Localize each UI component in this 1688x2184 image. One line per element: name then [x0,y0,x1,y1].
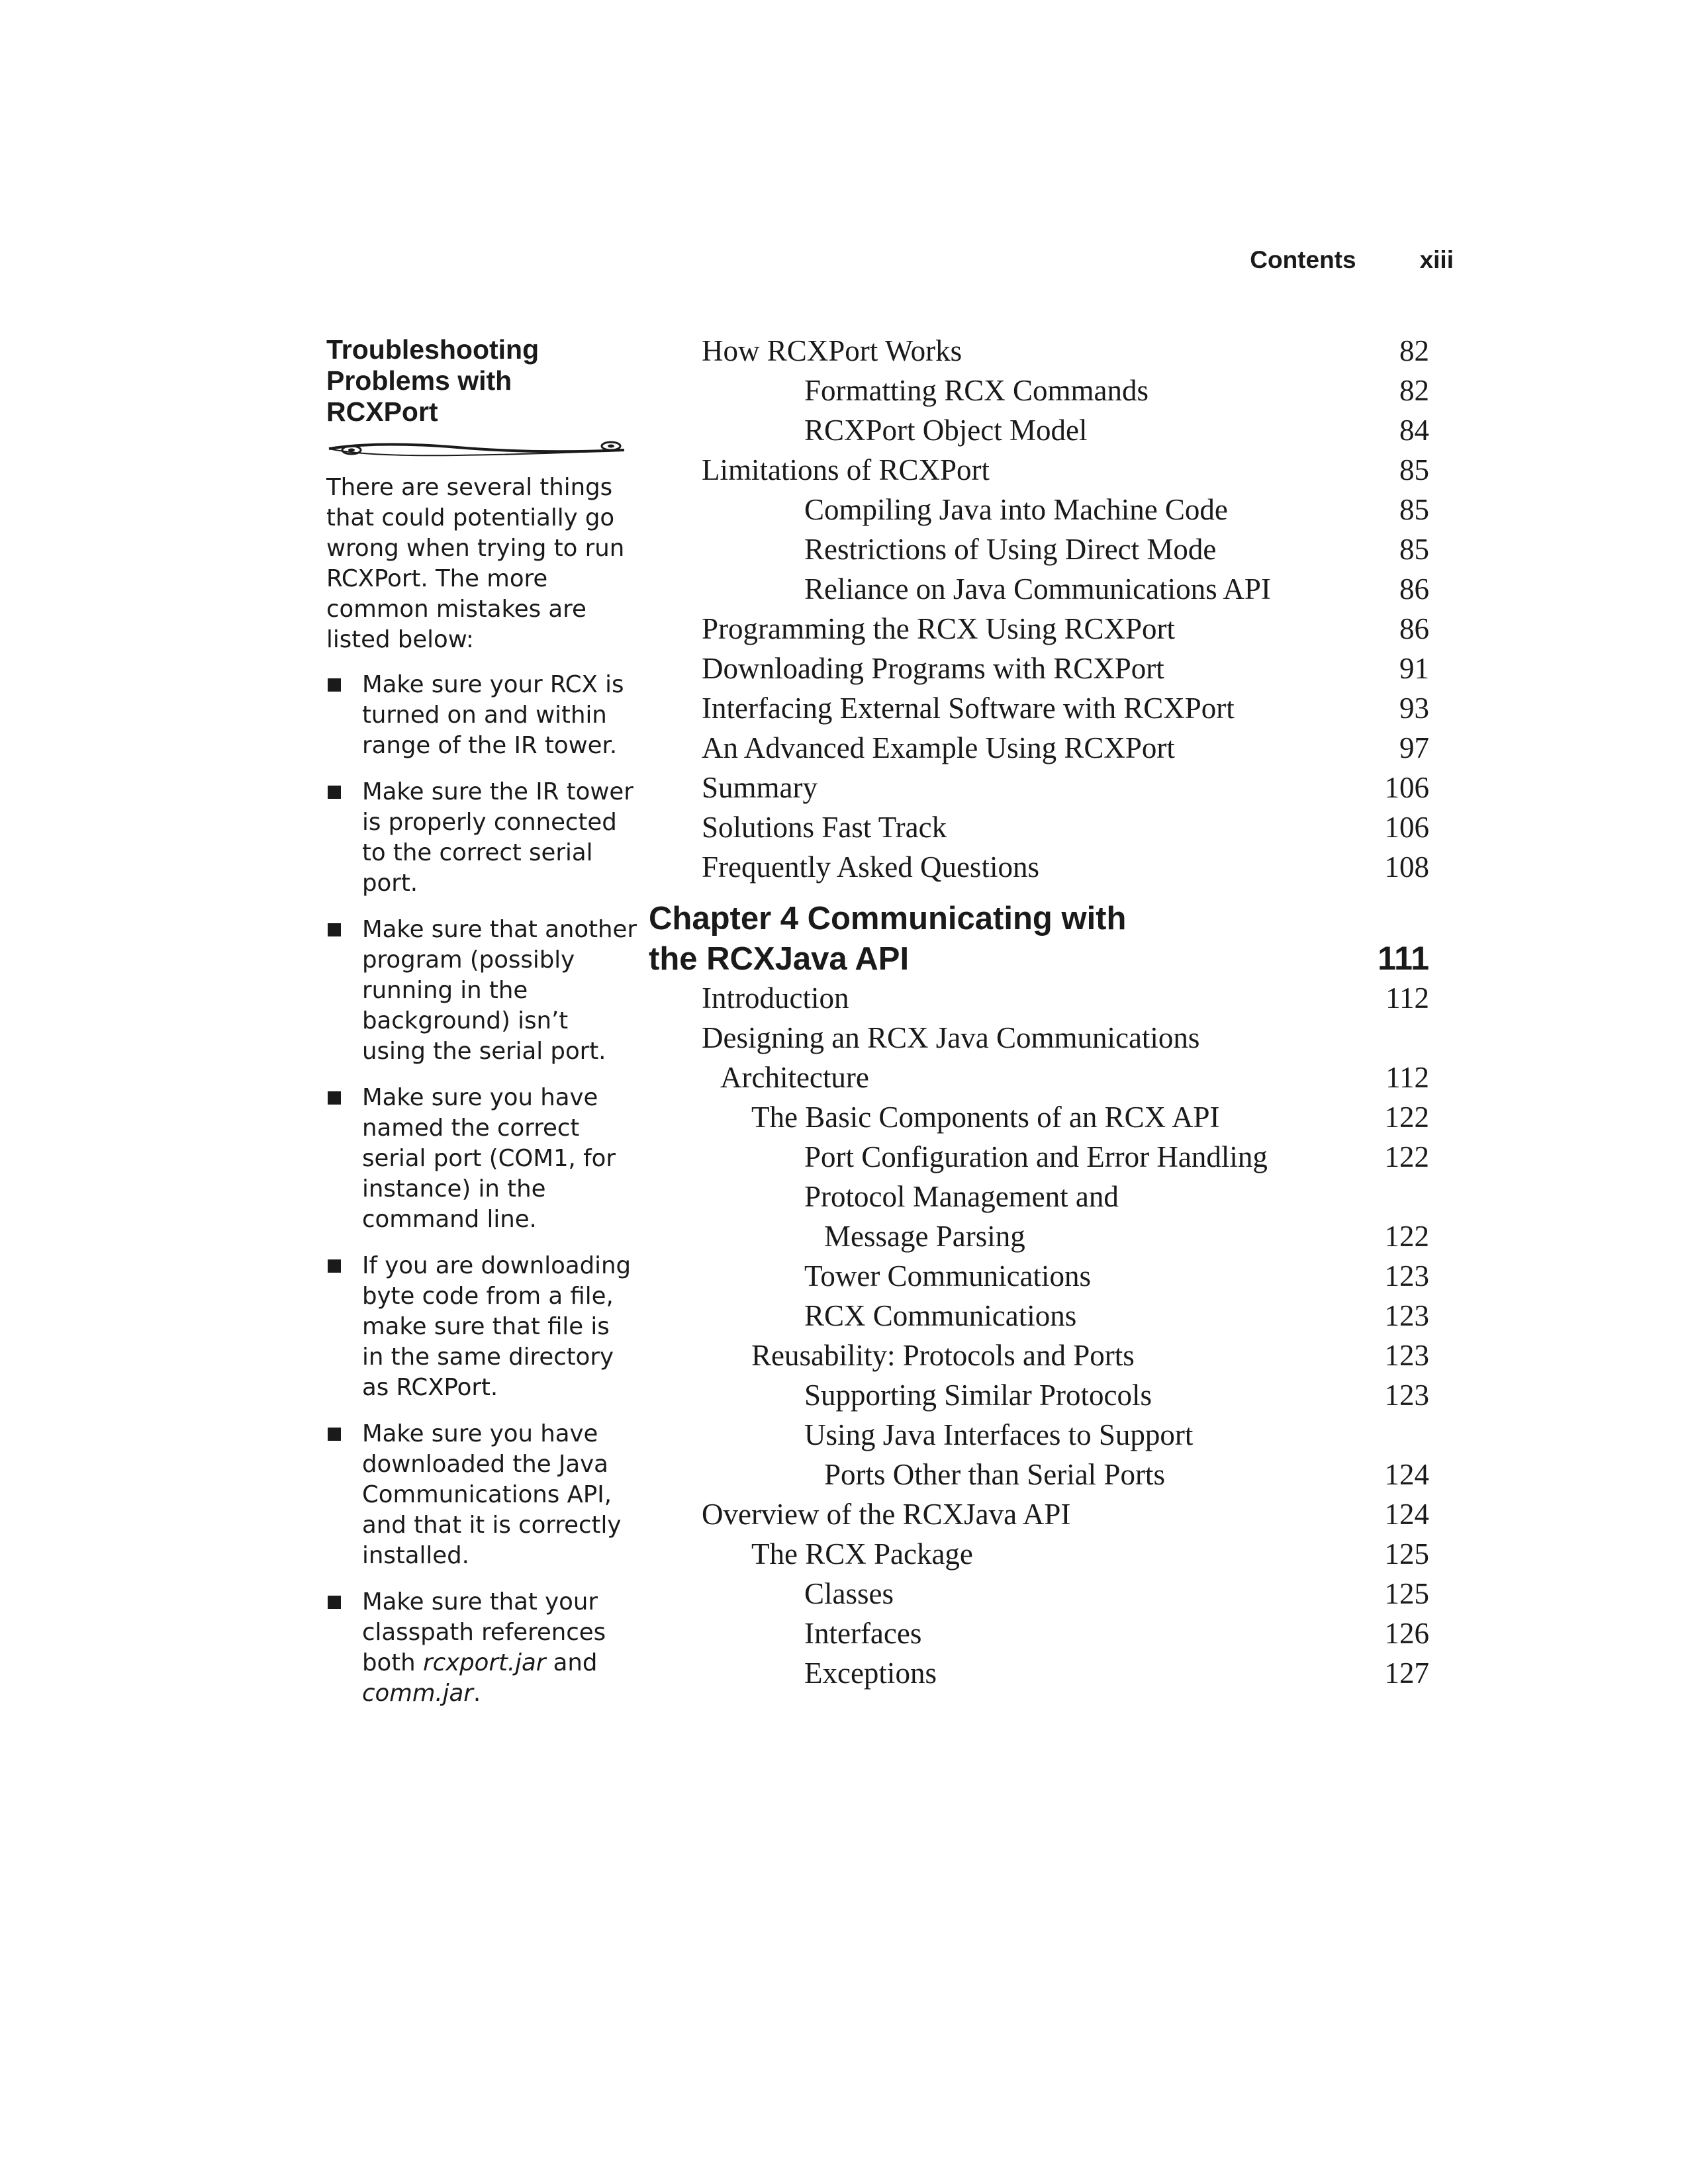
sidebar-title-line: RCXPort [326,396,438,427]
toc-entry-page: 112 [1385,1061,1429,1094]
swirl-divider-icon [325,435,636,462]
list-item [326,1587,637,1709]
toc-entry-page: 84 [1399,414,1429,447]
header-section-title: Contents [1250,246,1356,273]
toc-entry-title: Restrictions of Using Direct Mode [804,533,1217,566]
toc-entry[interactable] [649,1455,1430,1494]
bullet-text: Make sure the IR tower is properly connected to the correct serial port. [362,778,633,897]
toc-entry[interactable] [649,1415,1430,1455]
toc-entry-title: Reusability: Protocols and Ports [751,1339,1135,1372]
toc-entry-page: 97 [1399,731,1429,764]
toc-entry-title: Downloading Programs with RCXPort [702,652,1164,685]
toc-entry[interactable] [649,1018,1430,1058]
toc-entry-page: 124 [1384,1498,1429,1531]
toc-entry[interactable] [649,1216,1430,1256]
toc-entry[interactable] [649,1614,1430,1653]
toc-entry-title: Exceptions [804,1657,937,1690]
toc-entry-page: 85 [1399,493,1429,526]
sidebar-bullet-list [326,670,637,1709]
bullet-text: Make sure you have downloaded the Java Communications API, and that it is correctly installed. [362,1420,622,1569]
toc-entry-page: 86 [1399,612,1429,645]
toc-entry-page: 123 [1384,1299,1429,1332]
toc-entry[interactable] [649,1137,1430,1177]
list-item [326,670,637,761]
list-item [326,1419,637,1571]
toc-entry-title: Designing an RCX Java Communications [702,1021,1200,1054]
toc-entry[interactable] [649,609,1430,649]
toc-entry-page: 122 [1384,1101,1429,1134]
toc-entry-page: 123 [1384,1259,1429,1293]
toc-entry-page: 93 [1399,692,1429,725]
square-bullet-icon [328,923,341,936]
toc-entry[interactable] [649,649,1430,688]
toc-entry-title: Architecture [720,1061,869,1094]
toc-entry[interactable] [649,768,1430,807]
square-bullet-icon [328,678,341,692]
header-page-number: xiii [1419,246,1454,273]
toc-entry-page: 127 [1384,1657,1429,1690]
chapter-heading[interactable] [649,899,1430,978]
bullet-text-part: Make sure that your classpath references both [362,1588,606,1676]
toc-entry-page: 86 [1399,572,1429,606]
troubleshooting-sidebar [326,334,637,1725]
sidebar-title-line: Problems with [326,365,512,396]
toc-entry-title: Solutions Fast Track [702,811,947,844]
toc-entry-title: Classes [804,1577,894,1610]
table-of-contents [649,331,1430,1693]
toc-entry-title: Interfacing External Software with RCXPort [702,692,1235,725]
toc-entry-title: The Basic Components of an RCX API [751,1101,1220,1134]
toc-entry[interactable] [649,371,1430,410]
toc-entry-title: RCX Communications [804,1299,1077,1332]
toc-entry-title: How RCXPort Works [702,334,962,367]
toc-entry[interactable] [649,1296,1430,1336]
toc-entry[interactable] [649,1097,1430,1137]
square-bullet-icon [328,1091,341,1105]
list-item [326,1083,637,1235]
toc-entry-page: 125 [1384,1537,1429,1570]
toc-entry[interactable] [649,1336,1430,1375]
bullet-text: Make sure that another program (possibly running in the background) isn’t using the serial port. [362,916,637,1065]
sidebar-title-line: Troubleshooting [326,334,539,365]
file-name: comm.jar [362,1680,473,1707]
list-item [326,777,637,899]
sidebar-intro: There are several things that could potentially go wrong when trying to run RCXPort. The more common mistakes are listed below: [326,474,625,653]
toc-entry-page: 122 [1384,1140,1429,1173]
toc-entry[interactable] [649,331,1430,371]
toc-entry-page: 122 [1384,1220,1429,1253]
square-bullet-icon [328,1259,341,1273]
bullet-text: Make sure your RCX is turned on and within range of the IR tower. [362,671,624,759]
toc-entry-title: Overview of the RCXJava API [702,1498,1071,1531]
toc-entry-page: 112 [1385,981,1429,1015]
list-item [326,915,637,1067]
toc-entry-title: Limitations of RCXPort [702,453,990,486]
bullet-text-part: . [473,1680,481,1707]
bullet-text: Make sure you have named the correct serial port (COM1, for instance) in the command line. [362,1084,616,1233]
toc-entry-title: Protocol Management and [804,1180,1119,1213]
toc-entry[interactable] [649,847,1430,887]
toc-entry-page: 82 [1399,374,1429,407]
toc-entry-title: An Advanced Example Using RCXPort [702,731,1175,764]
list-item [326,1251,637,1403]
toc-entry[interactable] [649,1177,1430,1216]
toc-entry-title: Interfaces [804,1617,922,1650]
toc-entry-title: Message Parsing [824,1220,1025,1253]
toc-entry[interactable] [649,688,1430,728]
toc-entry-title: Tower Communications [804,1259,1092,1293]
chapter-title-line: Chapter 4 Communicating with [649,901,1127,936]
toc-entry-title: RCXPort Object Model [804,414,1088,447]
toc-entry-page: 85 [1399,533,1429,566]
toc-entry-title: Frequently Asked Questions [702,850,1039,884]
toc-entry-page: 124 [1384,1458,1429,1491]
toc-entry-title: Reliance on Java Communications API [804,572,1271,606]
toc-entry-title: Summary [702,771,818,804]
toc-entry[interactable] [649,450,1430,490]
toc-entry-title: Port Configuration and Error Handling [804,1140,1268,1173]
toc-entry-page: 126 [1384,1617,1429,1650]
toc-entry[interactable] [649,1058,1430,1097]
toc-entry[interactable] [649,490,1430,529]
square-bullet-icon [328,1428,341,1441]
toc-entry[interactable] [649,807,1430,847]
chapter-title-line: the RCXJava API [649,941,910,977]
toc-entry-page: 106 [1384,811,1429,844]
toc-entry-title: Formatting RCX Commands [804,374,1149,407]
toc-entry[interactable] [649,978,1430,1018]
toc-entry-title: The RCX Package [751,1537,973,1570]
square-bullet-icon [328,786,341,799]
toc-entry-title: Ports Other than Serial Ports [824,1458,1165,1491]
running-header [1250,246,1454,274]
toc-entry[interactable] [649,1534,1430,1574]
square-bullet-icon [328,1596,341,1609]
toc-entry-page: 91 [1399,652,1429,685]
file-name: rcxport.jar [422,1649,546,1676]
toc-entry[interactable] [649,410,1430,450]
toc-entry-page: 108 [1384,850,1429,884]
toc-entry[interactable] [649,1653,1430,1693]
chapter-page: 111 [1378,940,1429,977]
toc-entry[interactable] [649,529,1430,569]
toc-entry-page: 125 [1384,1577,1429,1610]
toc-entry[interactable] [649,1494,1430,1534]
toc-entry-page: 85 [1399,453,1429,486]
bullet-text-part: and [545,1649,598,1676]
toc-entry[interactable] [649,728,1430,768]
toc-entry[interactable] [649,569,1430,609]
toc-entry-page: 106 [1384,771,1429,804]
sidebar-title [326,334,637,428]
toc-entry-page: 82 [1399,334,1429,367]
toc-entry-title: Using Java Interfaces to Support [804,1418,1194,1451]
toc-entry[interactable] [649,1375,1430,1415]
toc-entry-page: 123 [1384,1339,1429,1372]
toc-entry[interactable] [649,1256,1430,1296]
toc-entry-title: Compiling Java into Machine Code [804,493,1228,526]
bullet-text [362,1588,606,1707]
toc-entry-title: Introduction [702,981,849,1015]
toc-entry-title: Supporting Similar Protocols [804,1379,1152,1412]
toc-entry[interactable] [649,1574,1430,1614]
toc-entry-title: Programming the RCX Using RCXPort [702,612,1176,645]
toc-entry-page: 123 [1384,1379,1429,1412]
bullet-text: If you are downloading byte code from a file, make sure that file is in the same directory as RCXPort. [362,1252,632,1401]
